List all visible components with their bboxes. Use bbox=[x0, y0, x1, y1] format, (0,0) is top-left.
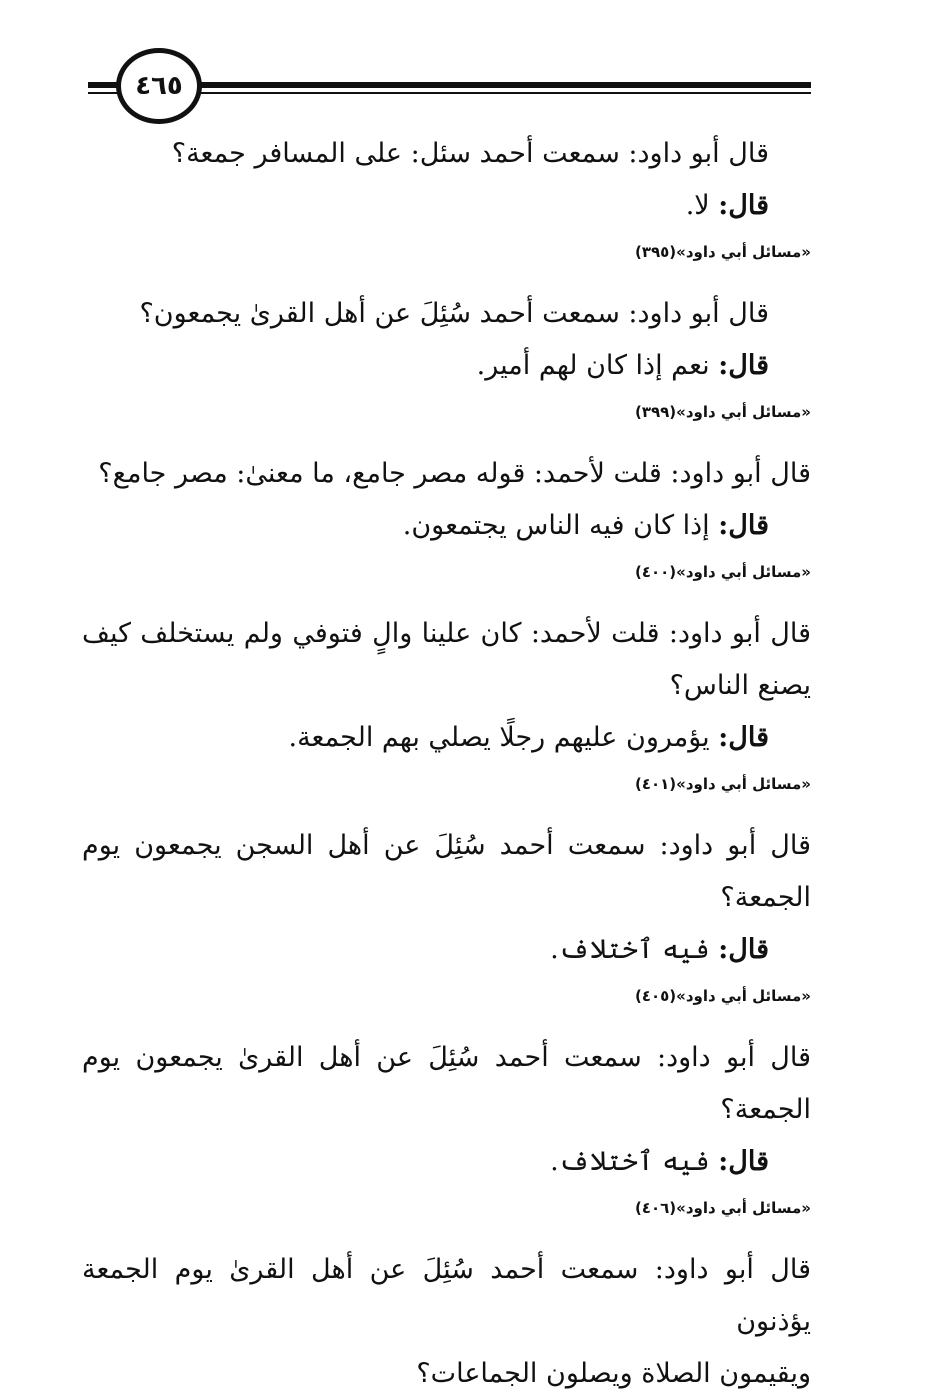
question-line: الجمعة؟ bbox=[720, 1094, 811, 1125]
question-line: قال أبو داود: سمعت أحمد سُئِلَ عن أهل القرىٰ يوم الجمعة يؤذنون bbox=[82, 1254, 811, 1337]
answer-label: قال: bbox=[718, 350, 769, 381]
reference-source: «مسائل أبي داود» bbox=[676, 243, 811, 261]
entry bbox=[82, 128, 811, 272]
answer-label: قال: bbox=[718, 190, 769, 221]
entry bbox=[82, 608, 811, 804]
page-number-badge bbox=[116, 48, 202, 124]
question-line: قال أبو داود: سمعت أحمد سُئِلَ عن أهل القرىٰ يجمعون يوم bbox=[82, 1042, 811, 1073]
page-body bbox=[82, 128, 811, 1400]
reference-source: «مسائل أبي داود» bbox=[676, 1199, 811, 1217]
reference-number: (٤٠٦) bbox=[634, 1199, 677, 1217]
question-line: قال أبو داود: قلت لأحمد: قوله مصر جامع، ما معنىٰ: مصر جامع؟ bbox=[98, 458, 811, 489]
reference-source: «مسائل أبي داود» bbox=[676, 563, 811, 581]
answer-label: قال: bbox=[718, 934, 769, 965]
reference-number: (٣٩٩) bbox=[634, 403, 677, 421]
reference bbox=[82, 1188, 811, 1228]
question-line: ويقيمون الصلاة ويصلون الجماعات؟ bbox=[416, 1358, 811, 1389]
reference-number: (٤٠١) bbox=[634, 775, 677, 793]
question-line: قال أبو داود: سمعت أحمد سُئِلَ عن أهل القرىٰ يجمعون؟ bbox=[139, 298, 769, 329]
answer-label: قال: bbox=[718, 1146, 769, 1177]
page-number: ٤٦٥ bbox=[135, 71, 183, 101]
answer-line bbox=[82, 712, 811, 764]
question-line: يصنع الناس؟ bbox=[669, 670, 811, 701]
answer-label: قال: bbox=[718, 510, 769, 541]
answer-line bbox=[82, 500, 811, 552]
question-line: الجمعة؟ bbox=[720, 882, 811, 913]
page-header bbox=[0, 0, 929, 140]
entry bbox=[82, 820, 811, 1016]
answer-text: نعم إذا كان لهم أمير. bbox=[476, 350, 710, 381]
answer-label: قال: bbox=[718, 722, 769, 753]
reference-source: «مسائل أبي داود» bbox=[676, 403, 811, 421]
reference bbox=[82, 976, 811, 1016]
answer-text: إذا كان فيه الناس يجتمعون. bbox=[402, 510, 710, 541]
reference bbox=[82, 392, 811, 432]
reference-number: (٤٠٥) bbox=[634, 987, 677, 1005]
answer-line bbox=[82, 340, 811, 392]
answer-text: يؤمرون عليهم رجلًا يصلي بهم الجمعة. bbox=[288, 722, 710, 753]
reference-source: «مسائل أبي داود» bbox=[676, 775, 811, 793]
reference-source: «مسائل أبي داود» bbox=[676, 987, 811, 1005]
question-line: قال أبو داود: سمعت أحمد سُئِلَ عن أهل السجن يجمعون يوم bbox=[82, 830, 811, 861]
entry bbox=[82, 1244, 811, 1400]
entry bbox=[82, 288, 811, 432]
answer-line bbox=[82, 180, 811, 232]
entry bbox=[82, 448, 811, 592]
reference bbox=[82, 232, 811, 272]
question-line: قال أبو داود: قلت لأحمد: كان علينا والٍ فتوفي ولم يستخلف كيف bbox=[82, 618, 811, 649]
question-line: قال أبو داود: سمعت أحمد سئل: على المسافر جمعة؟ bbox=[171, 138, 769, 169]
reference-number: (٤٠٠) bbox=[634, 563, 677, 581]
entry bbox=[82, 1032, 811, 1228]
answer-text: فيه ٱختلاف. bbox=[550, 934, 710, 965]
answer-line bbox=[82, 1136, 811, 1188]
reference-number: (٣٩٥) bbox=[634, 243, 677, 261]
reference bbox=[82, 552, 811, 592]
answer-text: لا. bbox=[685, 190, 710, 221]
reference bbox=[82, 764, 811, 804]
answer-text: فيه ٱختلاف. bbox=[550, 1146, 710, 1177]
answer-line bbox=[82, 924, 811, 976]
